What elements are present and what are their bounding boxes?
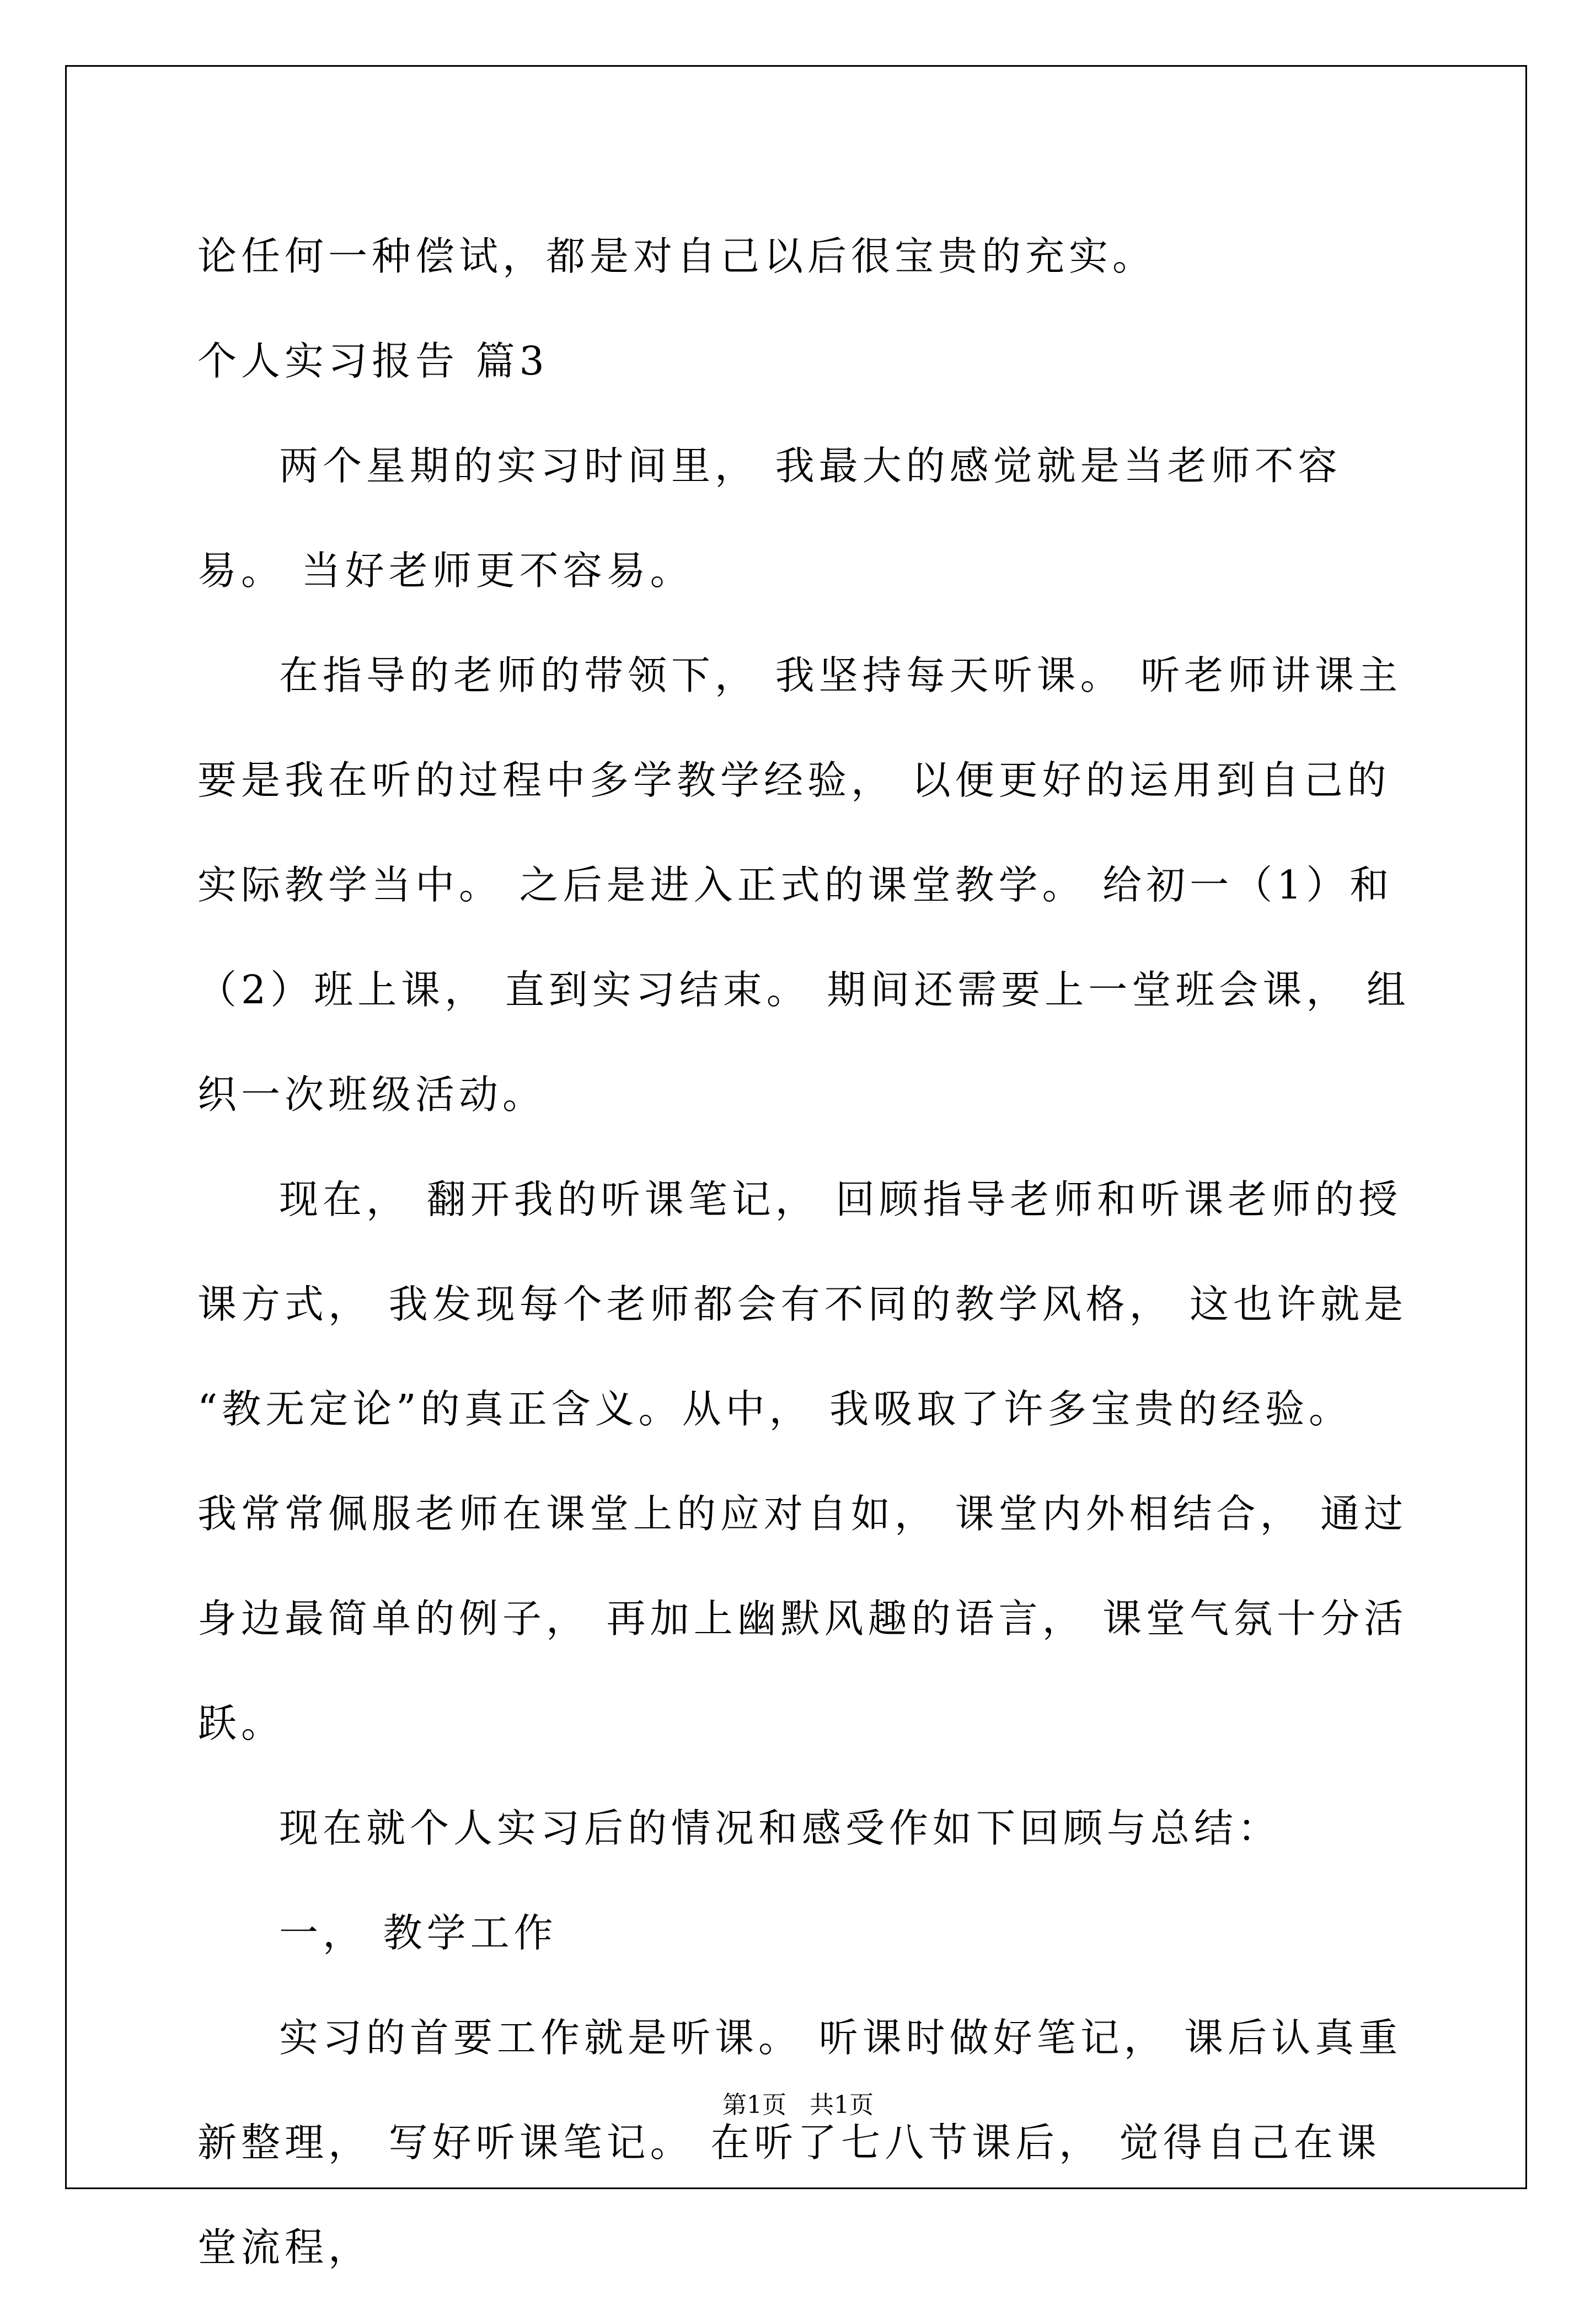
paragraph-4: 在指导的老师的带领下， 我坚持每天听课。 听老师讲课主要是我在听的过程中多学教学经验， 以便更好的运用到自己的实际教学当中。 之后是进入正式的课堂教学。 给初一（1）和（2）班上课， 直到实习结束。 期间还需要上一堂班会课， 组织一次班级活动。 (197, 652, 1410, 1117)
paragraph-8: 实习的首要工作就是听课。 听课时做好笔记， 课后认真重新整理， 写好听课笔记。 在听了七八节课后， 觉得自己在课堂流程， (197, 2015, 1402, 2270)
document-body (197, 204, 1424, 2300)
page-footer: 第1页 共1页 (722, 2091, 874, 2119)
paragraph-6: 现在就个人实习后的情况和感受作如下回顾与总结： (279, 1805, 1282, 1851)
paragraph-5: 现在， 翻开我的听课笔记， 回顾指导老师和听课老师的授课方式， 我发现每个老师都会有不同的教学风格， 这也许就是 “教无定论”的真正含义。从中， 我吸取了许多宝贵的经验。 我常常佩服老师在课堂上的应对自如， 课堂内外相结合， 通过身边最简单的例子， 再加上幽默风趣的语言， 课堂气氛十分活跃。 (197, 1176, 1424, 1746)
section-heading: 个人实习报告 篇3 (197, 338, 549, 384)
subheading-teaching: 一， 教学工作 (279, 1910, 558, 1956)
paragraph-3: 两个星期的实习时间里， 我最大的感觉就是当老师不容易。 当好老师更不容易。 (197, 443, 1342, 593)
paragraph-1: 论任何一种偿试，都是对自己以后很宝贵的充实。 (197, 233, 1156, 279)
